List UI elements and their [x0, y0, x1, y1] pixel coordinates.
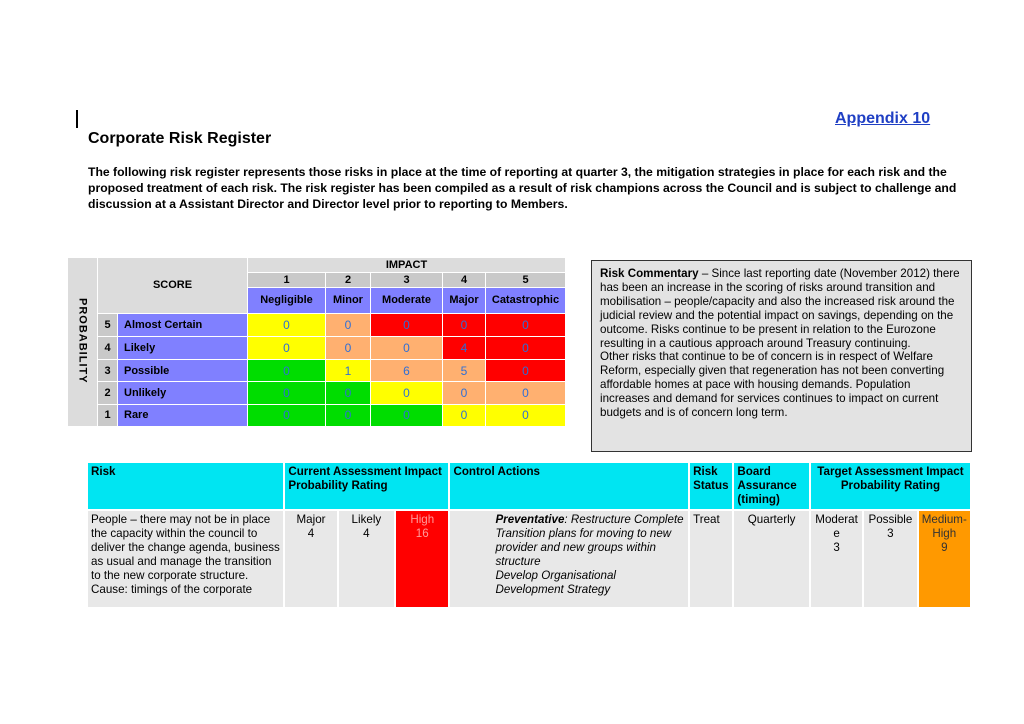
row-label: Unlikely — [118, 382, 248, 404]
current-impact — [285, 511, 336, 607]
impact-number: 4 — [443, 273, 486, 288]
target-rating-label: Medium-High — [921, 513, 967, 540]
commentary-text: – Since last reporting date (November 2012) there has been an increase in the scoring of risks around transition and mobilisation – people/capacity and also the increased risk around the judicial review and the potential impact on savings, depending on the outcome. Risks continue to be present in relation to the Eurozone resulting in a cautious approach around Treasury continuing. — [600, 267, 960, 350]
header-current-assessment: Current Assessment Impact Probability Rating — [285, 463, 448, 509]
current-probability — [339, 511, 394, 607]
control-text: : Restructure Complete — [564, 513, 684, 526]
matrix-cell: 0 — [248, 336, 326, 359]
probability-label: PROBABILITY — [76, 297, 89, 384]
matrix-cell: 0 — [248, 382, 326, 404]
matrix-cell: 4 — [443, 336, 486, 359]
impact-number: 2 — [326, 273, 371, 288]
matrix-cell: 0 — [443, 382, 486, 404]
impact-label: IMPACT — [248, 258, 566, 273]
current-impact-label: Major — [296, 513, 326, 526]
control-action-3: Develop Organisational Development Strategy — [495, 569, 616, 596]
target-probability-label: Possible — [868, 513, 913, 526]
header-risk-status: Risk Status — [690, 463, 732, 509]
matrix-cell: 0 — [486, 313, 566, 336]
row-number: 3 — [98, 360, 118, 382]
matrix-cell: 0 — [486, 382, 566, 404]
risk-status: Treat — [690, 511, 732, 607]
matrix-cell: 0 — [326, 404, 371, 426]
risk-text: People – there may not be in place the capacity within the council to deliver the change agenda, business as usual and manage the transition to the new corporate structure. — [91, 513, 280, 582]
control-action-1 — [495, 513, 685, 527]
matrix-cell: 0 — [248, 404, 326, 426]
matrix-row — [68, 404, 566, 426]
text-cursor — [76, 110, 78, 128]
matrix-cell: 0 — [326, 313, 371, 336]
matrix-cell: 0 — [486, 336, 566, 359]
current-rating-label: High — [410, 513, 435, 526]
control-action-2: Transition plans for moving to new provider and new groups within structure — [495, 527, 672, 568]
impact-name: Major — [443, 288, 486, 313]
current-probability-label: Likely — [351, 513, 382, 526]
target-impact — [811, 511, 862, 607]
matrix-row — [68, 336, 566, 359]
matrix-row — [68, 360, 566, 382]
target-rating-number: 9 — [941, 541, 948, 554]
matrix-cell: 0 — [443, 404, 486, 426]
impact-name: Negligible — [248, 288, 326, 313]
matrix-cell: 0 — [248, 313, 326, 336]
impact-name: Moderate — [371, 288, 443, 313]
matrix-cell: 0 — [443, 313, 486, 336]
matrix-cell: 0 — [486, 360, 566, 382]
current-rating-number: 16 — [415, 527, 429, 540]
impact-number: 3 — [371, 273, 443, 288]
matrix-cell: 1 — [326, 360, 371, 382]
impact-number: 5 — [486, 273, 566, 288]
impact-name: Minor — [326, 288, 371, 313]
matrix-cell: 0 — [248, 360, 326, 382]
header-board-assurance: Board Assurance (timing) — [734, 463, 809, 509]
control-type: Preventative — [495, 513, 565, 526]
probability-axis — [68, 258, 98, 427]
matrix-row — [68, 382, 566, 404]
target-probability-number: 3 — [887, 527, 894, 540]
matrix-cell: 0 — [486, 404, 566, 426]
matrix-cell: 0 — [371, 382, 443, 404]
risk-register-table — [86, 461, 972, 609]
row-label: Rare — [118, 404, 248, 426]
risk-description — [88, 511, 283, 607]
commentary-para-2: Other risks that continue to be of concern is in respect of Welfare Reform, especially given that regeneration has not been converting affordable homes at pace with housing demands. Population increases and demand for services continues to impact on current budgets and is of concern long term. — [600, 350, 945, 420]
commentary-para-1 — [600, 267, 963, 350]
page-title: Corporate Risk Register — [88, 130, 272, 147]
target-probability — [864, 511, 916, 607]
matrix-cell: 0 — [326, 336, 371, 359]
risk-matrix — [67, 257, 566, 427]
target-impact-label: Moderate — [815, 513, 858, 540]
current-impact-number: 4 — [307, 527, 315, 540]
row-number: 2 — [98, 382, 118, 404]
board-assurance: Quarterly — [734, 511, 809, 607]
matrix-cell: 0 — [371, 313, 443, 336]
impact-name: Catastrophic — [486, 288, 566, 313]
header-control-actions: Control Actions — [450, 463, 688, 509]
matrix-cell: 6 — [371, 360, 443, 382]
intro-paragraph: The following risk register represents those risks in place at the time of reporting at quarter 3, the mitigation strategies in place for each risk and the proposed treatment of each risk. The risk register has been compiled as a result of risk champions across the Council and is subject to challenge and discussion at a Assistant Director and Director level prior to reporting to Members. — [88, 165, 957, 211]
row-number: 4 — [98, 336, 118, 359]
score-header — [98, 258, 248, 314]
current-rating — [396, 511, 448, 607]
header-risk: Risk — [88, 463, 283, 509]
target-impact-number: 3 — [833, 541, 840, 554]
matrix-cell: 0 — [371, 336, 443, 359]
appendix-link[interactable]: Appendix 10 — [835, 110, 931, 127]
target-rating — [919, 511, 970, 607]
register-header-row — [88, 463, 970, 509]
score-label: SCORE — [152, 279, 193, 292]
control-actions — [450, 511, 688, 607]
matrix-row — [68, 313, 566, 336]
matrix-cell: 0 — [326, 382, 371, 404]
row-number: 1 — [98, 404, 118, 426]
row-label: Almost Certain — [118, 313, 248, 336]
matrix-cell: 0 — [371, 404, 443, 426]
header-target-assessment: Target Assessment Impact Probability Rating — [811, 463, 970, 509]
row-number: 5 — [98, 313, 118, 336]
table-row — [88, 511, 970, 607]
impact-number: 1 — [248, 273, 326, 288]
row-label: Possible — [118, 360, 248, 382]
risk-cause: Cause: timings of the corporate — [91, 583, 253, 596]
matrix-cell: 5 — [443, 360, 486, 382]
current-probability-number: 4 — [363, 527, 370, 540]
risk-commentary-box — [591, 260, 972, 452]
row-label: Likely — [118, 336, 248, 359]
commentary-heading: Risk Commentary — [600, 267, 699, 280]
